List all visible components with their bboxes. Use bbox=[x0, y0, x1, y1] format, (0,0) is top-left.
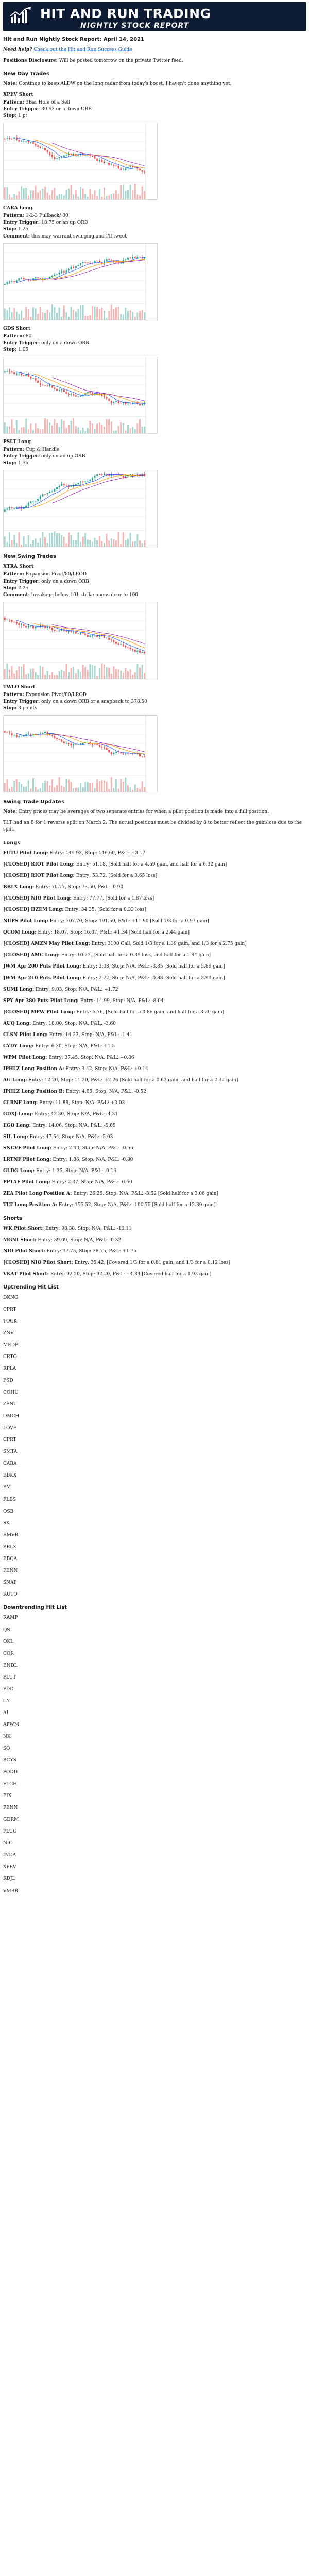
position-item bbox=[3, 1226, 306, 1232]
position-name: CYDY Long: bbox=[3, 1043, 34, 1049]
position-detail: Entry: 47.54, Stop: N/A, P&L: -5.03 bbox=[29, 1134, 113, 1140]
trade-xtra bbox=[3, 564, 306, 598]
stock-chart[interactable] bbox=[3, 123, 158, 200]
trade-entry bbox=[3, 699, 306, 705]
trade-pslt bbox=[3, 439, 306, 467]
position-name: TLT Long Position A: bbox=[3, 1202, 57, 1208]
pattern-value: Cup & Handle bbox=[25, 447, 60, 452]
candlestick-chart bbox=[4, 602, 158, 680]
position-detail: Entry: 5.76, [Sold half for a 0.86 gain, and half for a 3.20 gain] bbox=[76, 1009, 225, 1015]
entry-label: Entry Trigger: bbox=[3, 453, 40, 459]
hit-list-ticker: SMTA bbox=[3, 1449, 18, 1455]
pattern-label: Pattern: bbox=[3, 692, 25, 698]
position-item bbox=[3, 1021, 306, 1027]
stop-value: 1.35 bbox=[18, 460, 29, 466]
position-detail: Entry: 77.77, [Sold for a 1.87 loss] bbox=[73, 896, 154, 902]
trade-xpev bbox=[3, 92, 306, 120]
hit-list-ticker: BCYS bbox=[3, 1758, 16, 1764]
hit-list-ticker: OSB bbox=[3, 1509, 14, 1514]
trade-pattern bbox=[3, 447, 306, 453]
position-name: IPHLZ Long Position A: bbox=[3, 1066, 64, 1072]
hit-list-ticker: RPLA bbox=[3, 1366, 16, 1372]
position-name: NIO Pilot Short: bbox=[3, 1249, 45, 1255]
trade-twlo bbox=[3, 684, 306, 712]
hit-list-ticker: TOCK bbox=[3, 1318, 17, 1324]
position-name: WK Pilot Short: bbox=[3, 1226, 44, 1231]
trade-gds bbox=[3, 326, 306, 353]
trade-pattern bbox=[3, 333, 306, 340]
trade-ticker: XPEV Short bbox=[3, 92, 33, 98]
position-item bbox=[3, 1077, 306, 1084]
new-day-note bbox=[3, 81, 306, 88]
position-item bbox=[3, 929, 306, 936]
hit-list-ticker: PLUT bbox=[3, 1674, 16, 1680]
hit-list-ticker: PENN bbox=[3, 1805, 18, 1811]
hit-list-ticker: CARA bbox=[3, 1461, 17, 1467]
position-item bbox=[3, 1271, 306, 1278]
position-name: LRTNF Pilot Long: bbox=[3, 1157, 52, 1163]
position-detail: Entry: 11.88, Stop: N/A, P&L: +0.03 bbox=[39, 1100, 125, 1106]
position-name: IPHLZ Long Position B: bbox=[3, 1089, 65, 1094]
position-name: [CLOSED] NIO Pilot Short: bbox=[3, 1260, 73, 1266]
hit-list-ticker: XPEV bbox=[3, 1865, 16, 1870]
candlestick-chart bbox=[4, 244, 158, 321]
position-name: [CLOSED] RIOT Pilot Long: bbox=[3, 873, 75, 879]
hit-list-ticker: COR bbox=[3, 1651, 14, 1656]
hit-list-ticker: RDJL bbox=[3, 1876, 15, 1882]
hit-list-ticker: GDRM bbox=[3, 1817, 19, 1823]
position-name: [CLOSED] AMC Long: bbox=[3, 953, 60, 958]
hit-list-ticker: PLUG bbox=[3, 1829, 17, 1835]
note-label: Note: bbox=[3, 809, 18, 815]
position-detail: Entry: 53.72, [Sold for a 3.65 loss] bbox=[76, 873, 158, 879]
pattern-value: 3Bar Hole of a Sell bbox=[25, 100, 71, 106]
hit-list-ticker: AI bbox=[3, 1710, 9, 1716]
trade-pattern bbox=[3, 571, 306, 578]
position-detail: Entry: 149.93, Stop: 146.60, P&L: +3.17 bbox=[49, 851, 146, 856]
position-name: BBLX Long: bbox=[3, 885, 35, 890]
stock-chart[interactable] bbox=[3, 470, 158, 547]
entry-value: only on a down ORB or a snapback to 378.50 bbox=[41, 699, 147, 704]
position-item bbox=[3, 1134, 306, 1141]
trade-entry bbox=[3, 579, 306, 585]
disclosure-text: Will be posted tomorrow on the private Twitter feed. bbox=[59, 58, 183, 63]
entry-label: Entry Trigger: bbox=[3, 220, 40, 226]
position-detail: Entry: 2.40, Stop: N/A, P&L: -0.56 bbox=[53, 1146, 133, 1151]
position-name: JWM Apr 210 Puts Pilot Long: bbox=[3, 975, 81, 981]
position-item bbox=[3, 1066, 306, 1073]
position-name: VKAT Pilot Short: bbox=[3, 1272, 49, 1277]
stop-label: Stop: bbox=[3, 585, 17, 591]
position-name: GDXJ Long: bbox=[3, 1112, 33, 1117]
pattern-label: Pattern: bbox=[3, 572, 25, 578]
swing-updates-note bbox=[3, 809, 306, 816]
downtrending-list bbox=[3, 1615, 306, 1894]
longs-list bbox=[3, 850, 306, 1209]
position-detail: Entry: 1.86, Stop: N/A, P&L: -0.80 bbox=[53, 1157, 133, 1163]
help-paragraph bbox=[3, 47, 306, 54]
position-item bbox=[3, 1055, 306, 1061]
position-item bbox=[3, 1145, 306, 1152]
help-prefix: Need help? bbox=[3, 47, 32, 53]
position-name: [CLOSED] AMZN May Pilot Long: bbox=[3, 941, 90, 947]
hit-list-ticker: RUTO bbox=[3, 1591, 18, 1597]
position-name: [CLOSED] NIO Pilot Long: bbox=[3, 896, 72, 902]
position-detail: Entry: 42.30, Stop: N/A, P&L: -4.31 bbox=[35, 1112, 118, 1117]
position-name: FUTU Pilot Long: bbox=[3, 851, 48, 856]
position-detail: Entry: 10.22, [Sold half for a 0.39 loss, and half for a 1.84 gain] bbox=[61, 953, 211, 958]
position-detail: Entry: 3.42, Stop: N/A, P&L: +0.14 bbox=[65, 1066, 148, 1072]
pattern-value: Expansion Pivot/80/LROD bbox=[25, 692, 87, 698]
shorts-list bbox=[3, 1226, 306, 1278]
pattern-value: Expansion Pivot/80/LROD bbox=[25, 572, 87, 578]
trade-entry bbox=[3, 453, 306, 460]
position-detail: Entry: 34.35, [Sold for a 0.33 loss] bbox=[65, 907, 146, 913]
hit-list-ticker: NK bbox=[3, 1734, 11, 1739]
trade-stop bbox=[3, 705, 306, 712]
hit-list-ticker: SQ bbox=[3, 1745, 10, 1751]
uptrending-list bbox=[3, 1295, 306, 1598]
trade-ticker: PSLT Long bbox=[3, 439, 31, 445]
note-text: Continue to keep ALDW on the long radar from today's boost. I haven't done anything yet. bbox=[19, 81, 232, 87]
hit-list-ticker: RAMP bbox=[3, 1615, 18, 1621]
banner-subtitle: NIGHTLY STOCK REPORT bbox=[80, 22, 190, 30]
hit-list-ticker: DKNG bbox=[3, 1295, 19, 1300]
position-item bbox=[3, 1009, 306, 1016]
position-detail: Entry: 26.26, Stop: N/A, P&L: -3.52 [Sold half for a 3.06 gain] bbox=[73, 1191, 218, 1197]
position-name: GLDG Long: bbox=[3, 1168, 35, 1174]
hit-list-ticker: PODD bbox=[3, 1770, 18, 1775]
pattern-label: Pattern: bbox=[3, 100, 25, 106]
entry-value: 18.75 or an up ORB bbox=[41, 220, 88, 226]
stop-label: Stop: bbox=[3, 227, 17, 232]
trade-stop bbox=[3, 460, 306, 467]
trade-stop bbox=[3, 347, 306, 353]
position-item bbox=[3, 861, 306, 868]
candlestick-chart bbox=[4, 716, 158, 793]
swing-updates-heading: Swing Trade Updates bbox=[3, 799, 65, 805]
trade-comment bbox=[3, 233, 306, 240]
hit-list-ticker: FTCH bbox=[3, 1782, 17, 1787]
hit-list-ticker: ZNV bbox=[3, 1330, 14, 1336]
hit-list-ticker: FLBS bbox=[3, 1497, 16, 1502]
position-name: JWM Apr 200 Puts Pilot Long: bbox=[3, 964, 81, 970]
stop-label: Stop: bbox=[3, 705, 17, 711]
trade-stop bbox=[3, 113, 306, 120]
hit-list-ticker: OMCH bbox=[3, 1414, 20, 1419]
position-item bbox=[3, 1191, 306, 1197]
position-item bbox=[3, 975, 306, 982]
new-swing-trades-heading: New Swing Trades bbox=[3, 553, 56, 560]
hit-list-ticker: VMBR bbox=[3, 1888, 19, 1894]
pattern-label: Pattern: bbox=[3, 447, 25, 452]
stop-value: 1.05 bbox=[18, 347, 29, 352]
position-detail: Entry: 3.08, Stop: N/A, P&L: -3.85 [Sold half for a 5.89 gain] bbox=[82, 964, 225, 970]
hit-list-ticker: BBQA bbox=[3, 1556, 18, 1562]
position-item bbox=[3, 895, 306, 902]
pattern-label: Pattern: bbox=[3, 333, 25, 339]
comment-label: Comment: bbox=[3, 592, 30, 598]
position-item bbox=[3, 1237, 306, 1244]
position-name: [CLOSED] MPW Pilot Long: bbox=[3, 1009, 75, 1015]
position-detail: Entry: 2.72, Stop: N/A, P&L: -0.88 [Sold half for a 3.93 gain] bbox=[82, 975, 225, 981]
position-item bbox=[3, 1100, 306, 1107]
hit-list-ticker: CPRT bbox=[3, 1437, 16, 1443]
position-detail: Entry: 155.52, Stop: N/A, P&L: -100.75 [Sold half for a 12.39 gain] bbox=[58, 1202, 216, 1208]
position-detail: Entry: 18.00, Stop: N/A, P&L: -3.60 bbox=[32, 1021, 116, 1026]
position-name: ZEA Pilot Long Position A: bbox=[3, 1191, 72, 1197]
position-item bbox=[3, 1043, 306, 1050]
longs-heading: Longs bbox=[3, 840, 21, 846]
stop-value: 2.25 bbox=[18, 585, 29, 591]
candlestick-chart bbox=[4, 470, 158, 548]
page bbox=[0, 2, 309, 1911]
position-item bbox=[3, 963, 306, 970]
position-name: WPM Pilot Long: bbox=[3, 1055, 47, 1060]
trade-pattern bbox=[3, 99, 306, 106]
hit-list-ticker: COHU bbox=[3, 1390, 19, 1396]
stock-chart[interactable] bbox=[3, 357, 158, 434]
candlestick-chart bbox=[4, 123, 158, 200]
position-item bbox=[3, 907, 306, 913]
position-name: MGNI Short: bbox=[3, 1238, 37, 1243]
hit-list-ticker: PENN bbox=[3, 1568, 18, 1573]
position-detail: Entry: 70.77, Stop: 73.50, P&L: -0.90 bbox=[36, 885, 124, 890]
position-name: CLSN Pilot Long: bbox=[3, 1032, 48, 1038]
stock-chart[interactable] bbox=[3, 715, 158, 792]
position-detail: Entry: 14.22, Stop: N/A, P&L: -1.41 bbox=[49, 1032, 133, 1038]
position-item bbox=[3, 1089, 306, 1095]
position-name: NUPS Pilot Long: bbox=[3, 919, 48, 924]
comment-label: Comment: bbox=[3, 233, 30, 239]
report-banner bbox=[3, 2, 306, 31]
position-item bbox=[3, 998, 306, 1005]
hit-list-ticker: ZSNT bbox=[3, 1402, 17, 1408]
tlt-split-note: TLT had an 8 for 1 reverse split on March 2. The actual positions must be divided by 8 to better reflect the gain/loss due to the split. bbox=[3, 820, 302, 833]
entry-label: Entry Trigger: bbox=[3, 340, 40, 346]
stock-chart[interactable] bbox=[3, 602, 158, 679]
hit-list-ticker: OKL bbox=[3, 1639, 14, 1645]
trade-cara bbox=[3, 205, 306, 240]
position-item bbox=[3, 1248, 306, 1255]
position-item bbox=[3, 1179, 306, 1186]
comment-value: breakage below 101 strike opens door to 100. bbox=[31, 592, 140, 598]
position-detail: Entry: 98.38, Stop: N/A, P&L: -10.11 bbox=[45, 1226, 132, 1231]
disclosure-paragraph bbox=[3, 58, 306, 64]
hit-list-ticker: APWM bbox=[3, 1722, 20, 1727]
hit-list-ticker: CPRT bbox=[3, 1307, 16, 1312]
stop-label: Stop: bbox=[3, 347, 17, 352]
position-detail: Entry: 12.20, Stop: 11.20, P&L: +2.26 [Sold half for a 0.63 gain, and half for a 2.32 gain] bbox=[28, 1077, 238, 1083]
position-detail: Entry: 14.99, Stop: N/A, P&L: -8.04 bbox=[80, 998, 164, 1004]
position-detail: Entry: 18.07, Stop: 16.07, P&L: +1.34 [Sold half for a 2.44 gain] bbox=[38, 930, 190, 936]
position-name: SNCVF Pilot Long: bbox=[3, 1146, 52, 1151]
position-detail: Entry: 35.42, [Covered 1/3 for a 0.81 gain, and 1/3 for a 0.12 loss] bbox=[74, 1260, 230, 1266]
position-detail: Entry: 3100 Call, Sold 1/3 for a 1.39 gain, and 1/3 for a 2.75 gain] bbox=[91, 941, 247, 947]
hit-list-ticker: INDA bbox=[3, 1853, 16, 1858]
trade-stop bbox=[3, 585, 306, 592]
hit-list-ticker: PDD bbox=[3, 1686, 14, 1692]
position-item bbox=[3, 987, 306, 993]
uptrending-heading: Uptrending Hit List bbox=[3, 1284, 59, 1291]
position-name: EGO Long: bbox=[3, 1123, 31, 1129]
position-item bbox=[3, 1157, 306, 1163]
position-detail: Entry: 39.09, Stop: N/A, P&L: -0.32 bbox=[38, 1238, 122, 1243]
position-name: SPY Apr 380 Puts Pilot Long: bbox=[3, 998, 79, 1004]
hit-list-ticker: BNDL bbox=[3, 1663, 18, 1668]
comment-value: this may warrant swinging and I'll tweet bbox=[31, 233, 127, 239]
banner-title: HIT AND RUN TRADING bbox=[40, 6, 211, 21]
position-item bbox=[3, 918, 306, 925]
hit-list-ticker: SK bbox=[3, 1520, 10, 1526]
trade-pattern bbox=[3, 692, 306, 699]
trade-entry bbox=[3, 219, 306, 226]
entry-value: 30.62 or a down ORB bbox=[41, 107, 92, 112]
hit-list-ticker: BBKX bbox=[3, 1473, 17, 1479]
position-item bbox=[3, 850, 306, 857]
hit-list-ticker: BBLX bbox=[3, 1544, 16, 1550]
hit-list-ticker: LOVE bbox=[3, 1426, 17, 1431]
hit-list-ticker: PM bbox=[3, 1485, 11, 1490]
position-detail: Entry: 14.06, Stop: N/A, P&L: -5.05 bbox=[32, 1123, 116, 1129]
position-detail: Entry: 92.20, Stop: 92.20, P&L: +4.84 [Covered half for a 1.93 gain] bbox=[50, 1272, 212, 1277]
stop-value: 1.25 bbox=[18, 227, 29, 232]
pattern-value: 80 bbox=[25, 333, 32, 339]
entry-value: only on an up ORB bbox=[41, 453, 85, 459]
disclosure-label: Positions Disclosure: bbox=[3, 58, 58, 63]
trade-comment bbox=[3, 592, 306, 599]
hit-list-ticker: CRTO bbox=[3, 1354, 17, 1360]
hit-list-ticker: FSD bbox=[3, 1378, 13, 1384]
hit-list-ticker: CY bbox=[3, 1698, 10, 1704]
position-detail: Entry: 51.18, [Sold half for a 4.59 gain, and half for a 6.32 gain] bbox=[76, 862, 227, 868]
entry-label: Entry Trigger: bbox=[3, 699, 40, 704]
downtrending-heading: Downtrending Hit List bbox=[3, 1604, 67, 1611]
position-item bbox=[3, 1260, 306, 1266]
post-title: Hit and Run Nightly Stock Report: April 14, 2021 bbox=[3, 37, 145, 42]
logo-icon bbox=[9, 7, 33, 26]
position-name: QCOM Long: bbox=[3, 930, 37, 936]
stop-value: 1 pt bbox=[18, 113, 28, 119]
position-name: SUMI Long: bbox=[3, 987, 35, 992]
note-text: Entry prices may be averages of two separate entries for when a pilot position is made into a full position. bbox=[19, 809, 269, 815]
position-item bbox=[3, 941, 306, 947]
pattern-label: Pattern: bbox=[3, 213, 25, 219]
position-item bbox=[3, 873, 306, 879]
position-item bbox=[3, 1202, 306, 1209]
position-item bbox=[3, 884, 306, 891]
new-day-trades-heading: New Day Trades bbox=[3, 71, 49, 77]
position-item bbox=[3, 952, 306, 959]
position-detail: Entry: 2.37, Stop: N/A, P&L: -0.60 bbox=[52, 1180, 132, 1185]
position-name: [CLOSED] HZEM Long: bbox=[3, 907, 64, 913]
trade-entry bbox=[3, 106, 306, 113]
hit-list-ticker: NIO bbox=[3, 1841, 13, 1846]
hit-list-ticker: RMVR bbox=[3, 1532, 19, 1538]
position-name: CLRNF Long: bbox=[3, 1100, 38, 1106]
position-detail: Entry: 1.35, Stop: N/A, P&L: -0.16 bbox=[36, 1168, 117, 1174]
note-label: Note: bbox=[3, 81, 18, 87]
entry-label: Entry Trigger: bbox=[3, 107, 40, 112]
hit-list-ticker: FIX bbox=[3, 1793, 12, 1799]
position-detail: Entry: 37.45, Stop: N/A, P&L: +0.86 bbox=[48, 1055, 134, 1060]
trade-ticker: CARA Long bbox=[3, 206, 32, 211]
hit-list-ticker: SNAP bbox=[3, 1580, 17, 1585]
position-detail: Entry: 6.30, Stop: N/A, P&L: +1.5 bbox=[35, 1043, 115, 1049]
trade-ticker: TWLO Short bbox=[3, 684, 36, 690]
success-guide-link[interactable]: Check out the Hit and Run Success Guide bbox=[33, 47, 132, 53]
trade-pattern bbox=[3, 213, 306, 219]
position-name: [CLOSED] RIOT Pilot Long: bbox=[3, 862, 75, 868]
pattern-value: 1-2-3 Pullback/ 80 bbox=[25, 213, 68, 219]
position-name: PPTAF Pilot Long: bbox=[3, 1180, 50, 1185]
entry-label: Entry Trigger: bbox=[3, 579, 40, 584]
stock-chart[interactable] bbox=[3, 243, 158, 320]
position-item bbox=[3, 1168, 306, 1175]
trade-ticker: XTRA Short bbox=[3, 564, 34, 570]
position-detail: Entry: 9.03, Stop: N/A, P&L: +1.72 bbox=[36, 987, 118, 992]
position-item bbox=[3, 1123, 306, 1129]
entry-value: only on a down ORB bbox=[41, 340, 89, 346]
position-item bbox=[3, 1111, 306, 1118]
position-name: AUQ Long: bbox=[3, 1021, 31, 1026]
position-name: AG Long: bbox=[3, 1077, 27, 1083]
trade-stop bbox=[3, 226, 306, 233]
stop-label: Stop: bbox=[3, 460, 17, 466]
position-name: SIL Long: bbox=[3, 1134, 28, 1140]
position-detail: Entry: 37.75, Stop: 38.75, P&L: +1.75 bbox=[46, 1249, 137, 1255]
candlestick-chart bbox=[4, 357, 158, 434]
position-detail: Entry: 4.05, Stop: N/A, P&L: -0.52 bbox=[65, 1089, 146, 1094]
shorts-heading: Shorts bbox=[3, 1215, 22, 1222]
trade-entry bbox=[3, 340, 306, 347]
hit-list-ticker: MEDP bbox=[3, 1342, 19, 1348]
position-item bbox=[3, 1032, 306, 1039]
stop-label: Stop: bbox=[3, 113, 17, 119]
stop-value: 3 points bbox=[18, 705, 37, 711]
position-detail: Entry: 707.70, Stop: 191.50, P&L: +11.90 [Sold 1/3 for a 0.97 gain] bbox=[49, 919, 209, 924]
trade-ticker: GDS Short bbox=[3, 326, 31, 331]
hit-list-ticker: QS bbox=[3, 1627, 10, 1633]
entry-value: only on a down ORB bbox=[41, 579, 89, 584]
